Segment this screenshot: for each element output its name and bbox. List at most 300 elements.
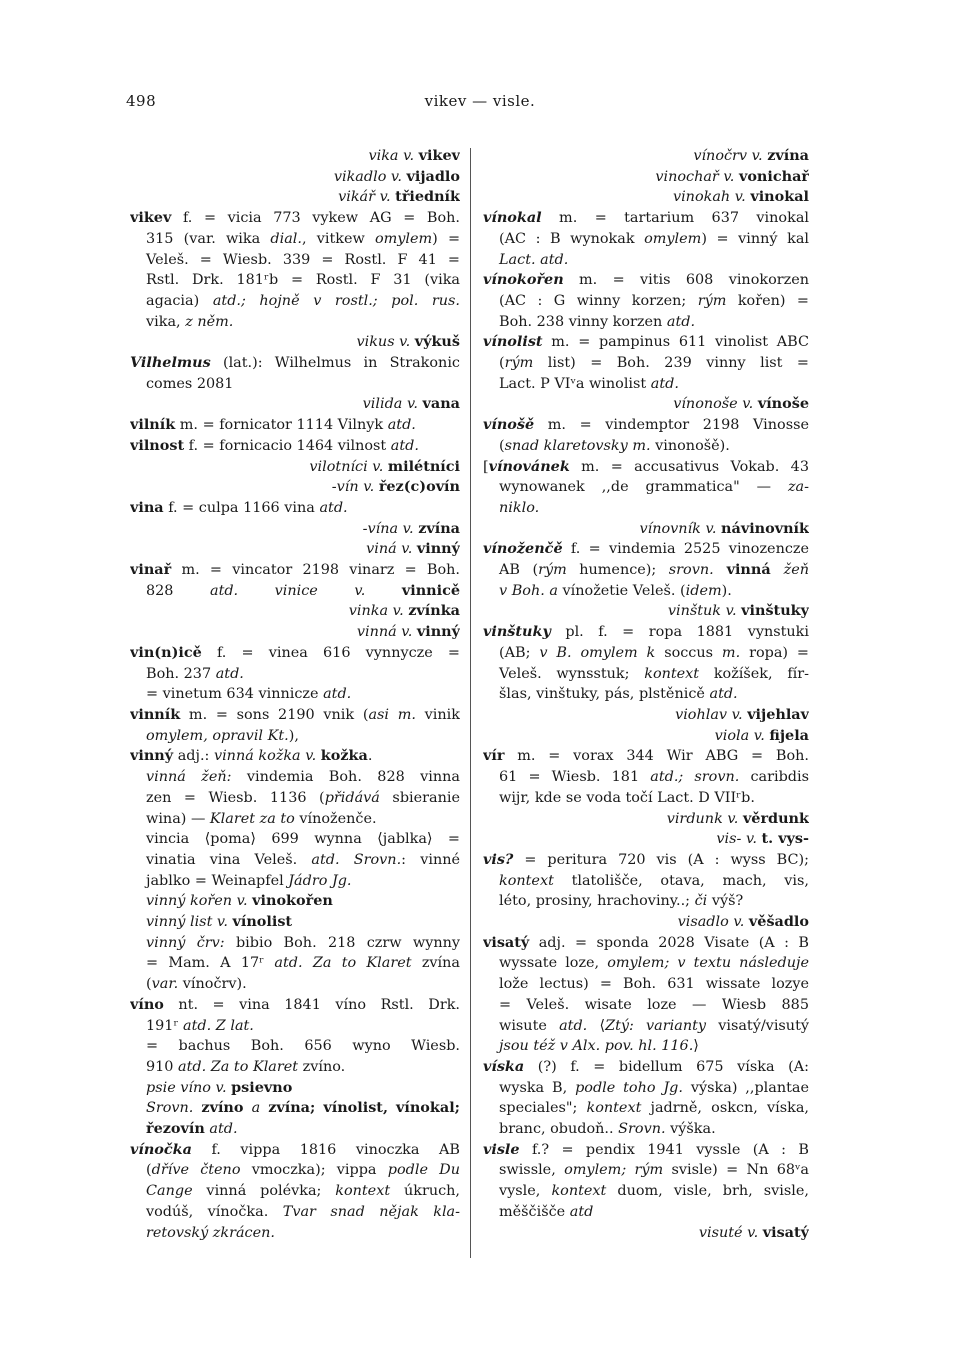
entry-text: viola v. bbox=[714, 727, 770, 744]
entry-text: vinná kožka v. bbox=[213, 748, 321, 765]
entry-text: -vína v. bbox=[362, 520, 419, 537]
headword-text: vínošě bbox=[483, 416, 535, 434]
entry-line bbox=[130, 871, 460, 892]
entry-text: atd. bbox=[709, 686, 738, 703]
entry-text: či bbox=[694, 893, 708, 910]
entry-text: kontext bbox=[335, 1183, 391, 1200]
entry-text: vindemia Boh. 828 vinna bbox=[231, 769, 460, 786]
entry-text: kožíšek, fír- bbox=[699, 665, 809, 682]
entry-line bbox=[130, 953, 460, 974]
entry-line bbox=[130, 664, 460, 685]
entry-text: sbieranie bbox=[379, 789, 460, 806]
entry-line bbox=[483, 850, 809, 871]
entry-text: niklo. bbox=[499, 499, 540, 516]
entry-text: (?) f. = bidellum 675 víska (A: bbox=[524, 1058, 809, 1075]
entry-line bbox=[130, 974, 460, 995]
headword-text: víska bbox=[483, 1057, 525, 1075]
entry-line bbox=[130, 332, 460, 353]
entry-text: 828 bbox=[146, 582, 210, 599]
entry-text: = peritura 720 vis (A : wyss BC); bbox=[513, 851, 809, 868]
entry-text: Tvar snad nějak kla- bbox=[282, 1203, 460, 1220]
headword-text: víno bbox=[130, 995, 164, 1013]
entry-text: ). bbox=[721, 582, 732, 599]
entry-text: AB ( bbox=[499, 562, 539, 579]
entry-line bbox=[483, 208, 809, 229]
entry-text: vínočrv v. bbox=[693, 148, 768, 164]
entry-line bbox=[130, 891, 460, 912]
entry-line bbox=[483, 1160, 809, 1181]
entry-text: omylem; v textu následuje bbox=[607, 955, 809, 972]
entry-line bbox=[483, 498, 809, 519]
entry-line bbox=[130, 1140, 460, 1161]
entry-text: jablko = Weinapfel bbox=[146, 872, 289, 889]
entry-text: caribdis bbox=[739, 769, 809, 786]
entry-line bbox=[130, 643, 460, 664]
entry-text: atd. bbox=[204, 1121, 238, 1138]
entry-line bbox=[483, 332, 809, 353]
entry-line bbox=[130, 809, 460, 830]
headword-text: vinná bbox=[713, 561, 784, 579]
entry-text: kontext bbox=[551, 1183, 607, 1200]
entry-line bbox=[483, 705, 809, 726]
entry-line bbox=[130, 1223, 460, 1244]
entry-line bbox=[130, 601, 460, 622]
headword-text: vínolist bbox=[483, 333, 543, 351]
entry-line bbox=[130, 291, 460, 312]
entry-text: vikus v. bbox=[356, 334, 415, 351]
headword-text: milétníci bbox=[387, 457, 460, 475]
entry-text: vinik bbox=[415, 706, 460, 723]
entry-line bbox=[483, 457, 809, 478]
entry-text: snad klaretovsky m. bbox=[504, 437, 651, 454]
entry-text: visuté v. bbox=[698, 1224, 763, 1241]
entry-text: atd. bbox=[666, 313, 696, 330]
entry-text: atd. bbox=[387, 417, 416, 434]
entry-text: -vín v. bbox=[331, 479, 379, 496]
entry-text: . bbox=[367, 748, 373, 765]
headword-text: vinník bbox=[130, 705, 181, 723]
entry-line bbox=[483, 912, 809, 933]
entry-line bbox=[130, 415, 460, 436]
entry-text: , vitkew bbox=[301, 230, 375, 247]
entry-text: agacia) bbox=[146, 292, 213, 309]
entry-text: m. = sons 2190 vnik ( bbox=[180, 706, 369, 723]
entry-line bbox=[130, 767, 460, 788]
entry-text: m. = vorax 344 Wir ABG = Boh. bbox=[504, 748, 809, 765]
entry-text: wynowanek ,,de grammatica" — bbox=[499, 479, 788, 496]
entry-text: omylem bbox=[644, 230, 702, 247]
entry-text: atd. bbox=[319, 499, 348, 516]
entry-text: visadlo v. bbox=[677, 914, 749, 931]
entry-text: ( bbox=[146, 976, 152, 993]
entry-text: zvína bbox=[411, 955, 460, 972]
entry-text: vika, bbox=[146, 313, 186, 330]
entry-text: m. bbox=[721, 644, 741, 661]
entry-text: rým bbox=[697, 292, 727, 309]
entry-text: atd.; hojně v rostl.; pol. rus. bbox=[212, 292, 460, 309]
entry-text: a bbox=[251, 1100, 261, 1117]
entry-text: (lat.): Wilhelmus in Strakonic bbox=[210, 355, 460, 372]
entry-line bbox=[483, 1078, 809, 1099]
entry-text: 191ʳ bbox=[146, 1017, 184, 1034]
entry-text: 910 bbox=[146, 1058, 179, 1075]
entry-text: pl. f. = ropa 1881 vynstuki bbox=[550, 624, 809, 641]
entry-text: vinná v. bbox=[356, 624, 417, 641]
entry-line bbox=[483, 643, 809, 664]
headword-text: zvíno bbox=[193, 1099, 252, 1117]
entry-line bbox=[130, 167, 460, 188]
headword-text: vilnost bbox=[130, 436, 185, 454]
headword-text: vinokořen bbox=[252, 892, 333, 910]
entry-line bbox=[130, 498, 460, 519]
entry-text: list) = Boh. 239 vinny list = bbox=[533, 355, 809, 372]
entry-line bbox=[483, 622, 809, 643]
entry-text: adj.: bbox=[173, 748, 214, 765]
entry-text: atd bbox=[569, 1203, 594, 1220]
entry-text: atd. Za to Klaret bbox=[274, 955, 412, 972]
entry-line bbox=[483, 746, 809, 767]
entry-text: vinný kořen v. bbox=[146, 893, 253, 910]
entry-line bbox=[483, 829, 809, 850]
entry-text: rým bbox=[538, 562, 567, 579]
entry-line bbox=[483, 684, 809, 705]
entry-text: kontext bbox=[644, 665, 700, 682]
entry-text: Veleš. wynsstuk; bbox=[499, 665, 645, 682]
entry-line bbox=[483, 477, 809, 498]
headword-text: řez(c)ovín bbox=[378, 478, 460, 496]
entry-text: omylem bbox=[374, 230, 433, 247]
entry-text: f. vippa 1816 vinoczka AB bbox=[191, 1141, 460, 1158]
headword-text: vinnicě bbox=[401, 581, 460, 599]
entry-line bbox=[483, 1181, 809, 1202]
entry-text: m. = vindemptor 2198 Vinosse bbox=[534, 417, 809, 434]
entry-line bbox=[483, 415, 809, 436]
headword-text: vana bbox=[422, 395, 460, 413]
entry-text: 315 (var. wika bbox=[146, 230, 271, 247]
entry-text: viná v. bbox=[366, 541, 417, 558]
entry-line bbox=[483, 1016, 809, 1037]
headword-text: vis? bbox=[483, 850, 514, 868]
entry-text: [ bbox=[483, 458, 489, 475]
entry-text: podle toho Jg. bbox=[575, 1079, 683, 1096]
entry-text: vinný list v. bbox=[146, 914, 233, 931]
entry-text: srovn. bbox=[668, 562, 714, 579]
entry-text: Srovn. bbox=[146, 1100, 194, 1117]
entry-line bbox=[130, 519, 460, 540]
entry-line bbox=[483, 1036, 809, 1057]
entry-line bbox=[130, 374, 460, 395]
entry-line bbox=[130, 788, 460, 809]
entry-text: ) = bbox=[432, 230, 460, 247]
headword-text: věrdunk bbox=[742, 809, 809, 827]
headword-text: psievno bbox=[231, 1078, 293, 1096]
entry-text: ( bbox=[146, 1162, 152, 1179]
entry-text: idem bbox=[685, 582, 722, 599]
entry-text: vinka v. bbox=[348, 603, 409, 620]
entry-text: f. = fornicacio 1464 vilnost bbox=[184, 437, 391, 454]
entry-text: Lact. P VIᵛa winolist bbox=[499, 375, 651, 392]
headword-text: vínokal bbox=[483, 209, 542, 227]
entry-line bbox=[483, 436, 809, 457]
entry-line bbox=[483, 312, 809, 333]
entry-line bbox=[483, 560, 809, 581]
headword-text: vinný bbox=[130, 747, 174, 765]
entry-text: vínožetie Veleš. ( bbox=[557, 582, 686, 599]
entry-text: bibio Boh. 218 czrw wynny bbox=[224, 934, 460, 951]
entry-line bbox=[483, 788, 809, 809]
entry-text: kontext bbox=[586, 1100, 642, 1117]
entry-text: dial. bbox=[270, 230, 302, 247]
entry-text: vinná žeň: bbox=[146, 769, 232, 786]
headword-text: vonichař bbox=[738, 167, 809, 185]
entry-line bbox=[483, 1223, 809, 1244]
entry-line bbox=[483, 809, 809, 830]
headword-text: zvínka bbox=[408, 602, 460, 620]
entry-text: výš? bbox=[707, 893, 744, 910]
entry-line bbox=[483, 581, 809, 602]
entry-text: psie víno v. bbox=[146, 1079, 232, 1096]
entry-text: visatý/visutý bbox=[706, 1017, 809, 1034]
headword-text: vínovánek bbox=[488, 457, 570, 475]
headword-text: vikev bbox=[418, 147, 460, 164]
entry-text: atd. bbox=[323, 686, 352, 703]
entry-text: výška. bbox=[665, 1121, 716, 1138]
headword-text: vínoše bbox=[757, 395, 809, 413]
entry-line bbox=[130, 208, 460, 229]
entry-line bbox=[130, 1160, 460, 1181]
entry-text: jadrně, oskcn, víska, bbox=[641, 1100, 809, 1117]
entry-text: vínonoše v. bbox=[673, 396, 758, 413]
headword-text: zvína bbox=[767, 147, 809, 164]
entry-text: zvíno. bbox=[298, 1058, 346, 1075]
entry-line bbox=[130, 187, 460, 208]
entry-text: wyssate loze, bbox=[499, 955, 608, 972]
entry-text: vmoczka); vippa bbox=[240, 1162, 388, 1179]
entry-line bbox=[483, 767, 809, 788]
entry-text: Jádro Jg. bbox=[288, 872, 352, 889]
entry-text: vínočrv). bbox=[178, 976, 247, 993]
entry-line bbox=[483, 394, 809, 415]
entry-line bbox=[130, 1057, 460, 1078]
entry-line bbox=[483, 167, 809, 188]
headword-text: Vilhelmus bbox=[130, 354, 211, 372]
entry-text: Cange bbox=[146, 1183, 193, 1200]
headword-text: zvína bbox=[418, 519, 460, 537]
entry-text: přidává bbox=[324, 789, 380, 806]
entry-line bbox=[130, 560, 460, 581]
headword-text: zvína; vínolist, vínokal; bbox=[260, 1099, 460, 1117]
entry-line bbox=[130, 229, 460, 250]
entry-text: Boh. 238 vinny korzen bbox=[499, 313, 667, 330]
entry-text: soccus bbox=[655, 644, 722, 661]
running-head: vikev — visle. bbox=[424, 92, 536, 110]
entry-text: = Veleš. wisate loze — Wiesb 885 bbox=[499, 996, 809, 1013]
column-divider bbox=[470, 148, 471, 1258]
entry-line bbox=[130, 746, 460, 767]
entry-text: atd. bbox=[650, 375, 679, 392]
entry-text: f. = culpa 1166 vina bbox=[163, 499, 320, 516]
entry-line bbox=[483, 891, 809, 912]
entry-text: 61 = Wiesb. 181 bbox=[499, 769, 651, 786]
entry-text: wisute bbox=[499, 1017, 560, 1034]
headword-text: řezovín bbox=[146, 1120, 205, 1138]
entry-text: atd. Srovn. bbox=[311, 851, 402, 868]
entry-text: viohlav v. bbox=[675, 706, 748, 723]
entry-text: vinný črv: bbox=[146, 934, 225, 951]
entry-line bbox=[483, 974, 809, 995]
entry-text: branc, obudoň.. bbox=[499, 1121, 619, 1138]
entry-line bbox=[130, 477, 460, 498]
entry-text: šlas, vinštuky, pás, plstěnicě bbox=[499, 686, 710, 703]
entry-text: f. = vindemia 2525 vinozencze bbox=[562, 541, 809, 558]
entry-line bbox=[130, 1078, 460, 1099]
headword-text: vinokal bbox=[750, 188, 809, 206]
entry-text: žeň bbox=[783, 562, 809, 579]
entry-text: (AC : B wynokak bbox=[499, 230, 645, 247]
entry-text: f.? = pendix 1941 vyssle (A : B bbox=[519, 1141, 809, 1158]
entry-text: z něm. bbox=[185, 313, 234, 330]
entry-line bbox=[483, 871, 809, 892]
entry-text: = vinetum 634 vinnicze bbox=[146, 686, 324, 703]
headword-text: vínolist bbox=[232, 913, 293, 931]
entry-text: vinštuk v. bbox=[667, 603, 742, 620]
entry-text: ), bbox=[288, 727, 299, 744]
entry-text: vinochař v. bbox=[655, 168, 739, 185]
entry-text: výska) ,,plantae bbox=[682, 1079, 809, 1096]
entry-line bbox=[130, 146, 460, 167]
entry-text: vis- v. bbox=[716, 831, 762, 848]
entry-text: vodúš, vínočka. bbox=[146, 1203, 283, 1220]
headword-text: vinař bbox=[130, 561, 172, 579]
entry-text: ( bbox=[499, 437, 505, 454]
entry-text: Rstl. Drk. 181ʳb = Rostl. F 31 (vika bbox=[146, 272, 460, 289]
entry-text: tlatolišče, otava, mach, vis, bbox=[553, 872, 809, 889]
entry-text: v Boh. a bbox=[499, 582, 558, 599]
entry-text: ) = vinný kal bbox=[701, 230, 809, 247]
entry-line bbox=[130, 912, 460, 933]
entry-line bbox=[483, 953, 809, 974]
entry-text: atd. Z lat. bbox=[183, 1017, 254, 1034]
entry-text: Klaret za to bbox=[209, 810, 295, 827]
entry-text: atd. vinice v. bbox=[209, 582, 402, 599]
headword-text: kožka bbox=[320, 747, 368, 765]
entry-text: atd.; srovn. bbox=[650, 769, 740, 786]
headword-text: vínočka bbox=[130, 1140, 192, 1158]
entry-text: vika v. bbox=[368, 148, 419, 164]
entry-text: ⟩ bbox=[693, 1038, 699, 1055]
entry-line bbox=[483, 933, 809, 954]
entry-line bbox=[130, 250, 460, 271]
page-number: 498 bbox=[126, 92, 157, 110]
entry-line bbox=[130, 622, 460, 643]
entry-text: vincia ⟨poma⟩ 699 wynna ⟨jablka⟩ = bbox=[146, 831, 460, 848]
entry-text: vikadlo v. bbox=[333, 168, 407, 185]
entry-text: úkruch, bbox=[390, 1183, 460, 1200]
entry-line bbox=[130, 850, 460, 871]
entry-text: vinonošě). bbox=[650, 437, 730, 454]
entry-text: v B. omylem k bbox=[539, 644, 656, 661]
entry-text: za- bbox=[787, 479, 809, 496]
entry-line bbox=[130, 1202, 460, 1223]
entry-text: vysle, bbox=[499, 1183, 552, 1200]
entry-line bbox=[483, 187, 809, 208]
entry-text: = Mam. A 17ʳ bbox=[146, 955, 275, 972]
entry-text: Ztý: varianty bbox=[605, 1017, 707, 1034]
entry-line bbox=[130, 1181, 460, 1202]
entry-line bbox=[483, 291, 809, 312]
entry-text: vinná polévka; bbox=[192, 1183, 336, 1200]
entry-line bbox=[483, 146, 809, 167]
entry-line bbox=[483, 353, 809, 374]
entry-text: m. = pampinus 611 vinolist ABC bbox=[542, 334, 809, 351]
entry-text: atd. bbox=[390, 437, 419, 454]
headword-text: fijela bbox=[769, 726, 809, 744]
entry-text: lože lectus) = Boh. 631 wissate lozye bbox=[499, 976, 809, 993]
headword-text: vinštuky bbox=[483, 623, 551, 641]
headword-text: visatý bbox=[762, 1223, 809, 1241]
entry-text: asi m. bbox=[368, 706, 416, 723]
entry-text: = bachus Boh. 656 wyno Wiesb. bbox=[146, 1038, 460, 1055]
entry-line bbox=[483, 250, 809, 271]
entry-text: retovský zkrácen. bbox=[146, 1224, 275, 1241]
headword-text: vínoženčě bbox=[483, 540, 563, 558]
entry-text: humence); bbox=[566, 562, 669, 579]
entry-text: f. = vinea 616 vynnycze = bbox=[201, 644, 460, 661]
entry-text: vínovník v. bbox=[639, 520, 722, 537]
entry-line bbox=[483, 539, 809, 560]
headword-text: t. vys- bbox=[761, 830, 809, 848]
entry-text: nt. = vina 1841 víno Rstl. Drk. bbox=[163, 996, 460, 1013]
entry-line bbox=[483, 726, 809, 747]
entry-text: vikář v. bbox=[338, 189, 396, 206]
entry-line bbox=[130, 457, 460, 478]
entry-line bbox=[130, 933, 460, 954]
entry-line bbox=[483, 1057, 809, 1078]
entry-text: atd. Za to Klaret bbox=[178, 1058, 299, 1075]
entry-line bbox=[130, 995, 460, 1016]
headword-text: vilník bbox=[130, 416, 176, 434]
entry-text: ( bbox=[499, 355, 505, 372]
entry-line bbox=[130, 684, 460, 705]
entry-text: podle Du bbox=[387, 1162, 460, 1179]
entry-text: Boh. 237 bbox=[146, 665, 216, 682]
entry-text: wijr, kde se voda točí Lact. D VIIʳb. bbox=[499, 789, 755, 806]
headword-text: věšadlo bbox=[748, 913, 809, 931]
headword-text: návinovník bbox=[721, 519, 809, 537]
entry-line bbox=[483, 995, 809, 1016]
headword-text: vijehlav bbox=[747, 705, 809, 723]
entry-text: f. = vicia 773 vykew AG = Boh. bbox=[171, 210, 460, 227]
headword-text: vinštuky bbox=[741, 602, 809, 620]
headword-text: vin(n)icě bbox=[130, 643, 202, 661]
headword-text: vinný bbox=[416, 540, 460, 558]
headword-text: vina bbox=[130, 498, 164, 516]
entry-text: wyska B, bbox=[499, 1079, 576, 1096]
entry-text: vinatia vina Veleš. bbox=[146, 851, 312, 868]
entry-text: atd. bbox=[559, 1017, 588, 1034]
headword-text: visle bbox=[483, 1140, 520, 1158]
entry-line bbox=[130, 436, 460, 457]
entry-text: léto, prosiny, hrachoviny..; bbox=[499, 893, 695, 910]
entry-text: virdunk v. bbox=[666, 810, 743, 827]
entry-line bbox=[130, 1016, 460, 1037]
entry-text: rým bbox=[504, 355, 534, 372]
entry-line bbox=[130, 353, 460, 374]
entry-line bbox=[130, 581, 460, 602]
entry-text: m. = accusativus Vokab. 43 bbox=[569, 458, 809, 475]
entry-line bbox=[483, 664, 809, 685]
entry-text: speciales"; bbox=[499, 1100, 587, 1117]
